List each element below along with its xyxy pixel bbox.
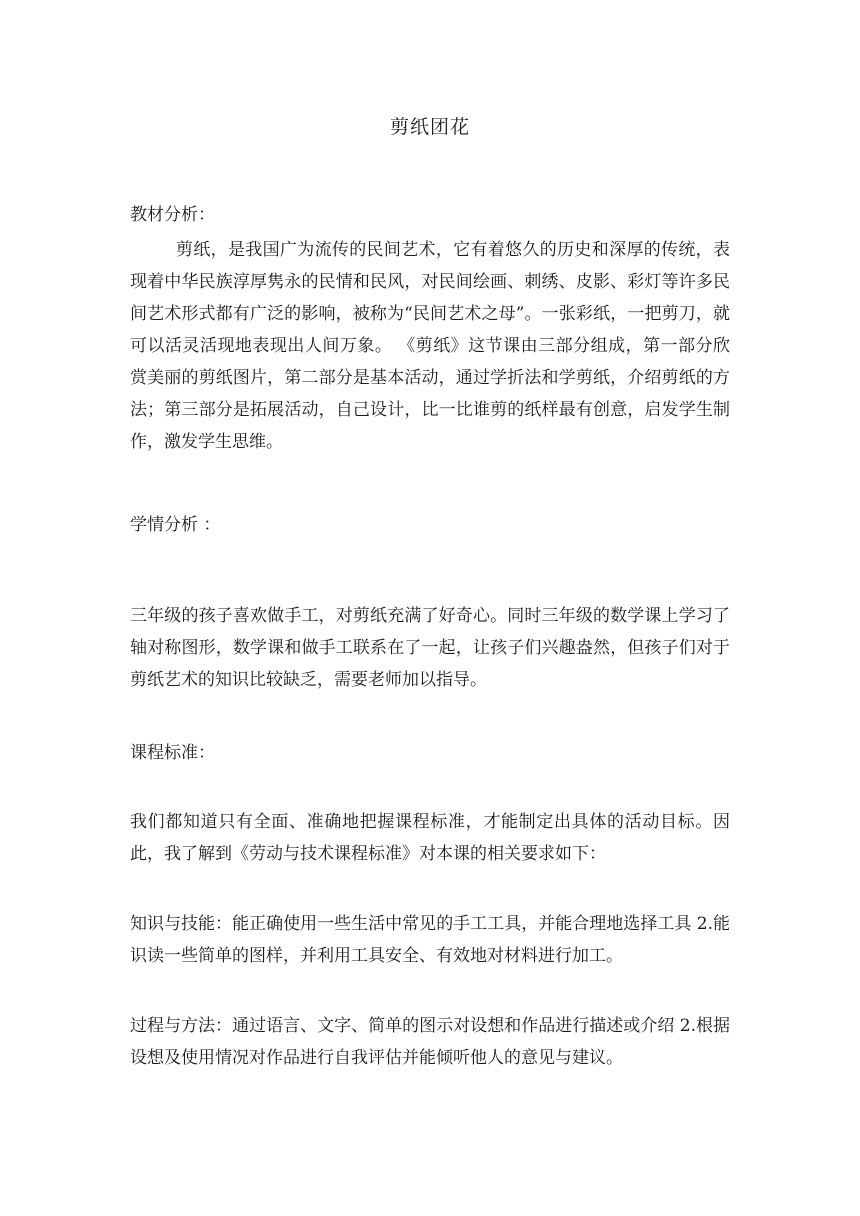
section-body-student-analysis: 三年级的孩子喜欢做手工，对剪纸充满了好奇心。同时三年级的数学课上学习了轴对称图形，数学课和做手工联系在了一起，让孩子们兴趣盎然，但孩子们对于剪纸艺术的知识比较缺乏，需要老师加以指导。 xyxy=(130,606,730,690)
goal-knowledge-skills: 知识与技能：能正确使用一些生活中常见的手工工具，并能合理地选择工具 2.能识读一些简单的图样，并利用工具安全、有效地对材料进行加工。 xyxy=(130,914,730,966)
section-heading-curriculum-standard: 课程标准： xyxy=(130,743,215,763)
section-body-curriculum-standard: 我们都知道只有全面、准确地把握课程标准，才能制定出具体的活动目标。因此，我了解到《劳动与技术课程标准》对本课的相关要求如下： xyxy=(130,812,730,864)
section-heading-textbook-analysis: 教材分析： xyxy=(130,205,215,225)
section-heading-student-analysis: 学情分析 ： xyxy=(130,515,221,535)
section-body-textbook-analysis: 剪纸，是我国广为流传的民间艺术，它有着悠久的历史和深厚的传统，表现着中华民族淳厚隽永的民情和民风，对民间绘画、刺绣、皮影、彩灯等许多民间艺术形式都有广泛的影响，被称为“民间艺术之母”。一张彩纸，一把剪刀，就可以活灵活现地表现出人间万象。 《剪纸》这节课由三部分组成，第一部分欣赏美丽的剪纸图片，第二部分是基本活动，通过学折法和学剪纸，介绍剪纸的方法；第三部分是拓展活动，自己设计，比一比谁剪的纸样最有创意，启发学生制作，激发学生思维。 xyxy=(130,240,730,452)
document-title: 剪纸团花 xyxy=(389,116,470,138)
goal-process-methods: 过程与方法：通过语言、文字、简单的图示对设想和作品进行描述或介绍 2.根据设想及使用情况对作品进行自我评估并能倾听他人的意见与建议。 xyxy=(130,1016,730,1068)
